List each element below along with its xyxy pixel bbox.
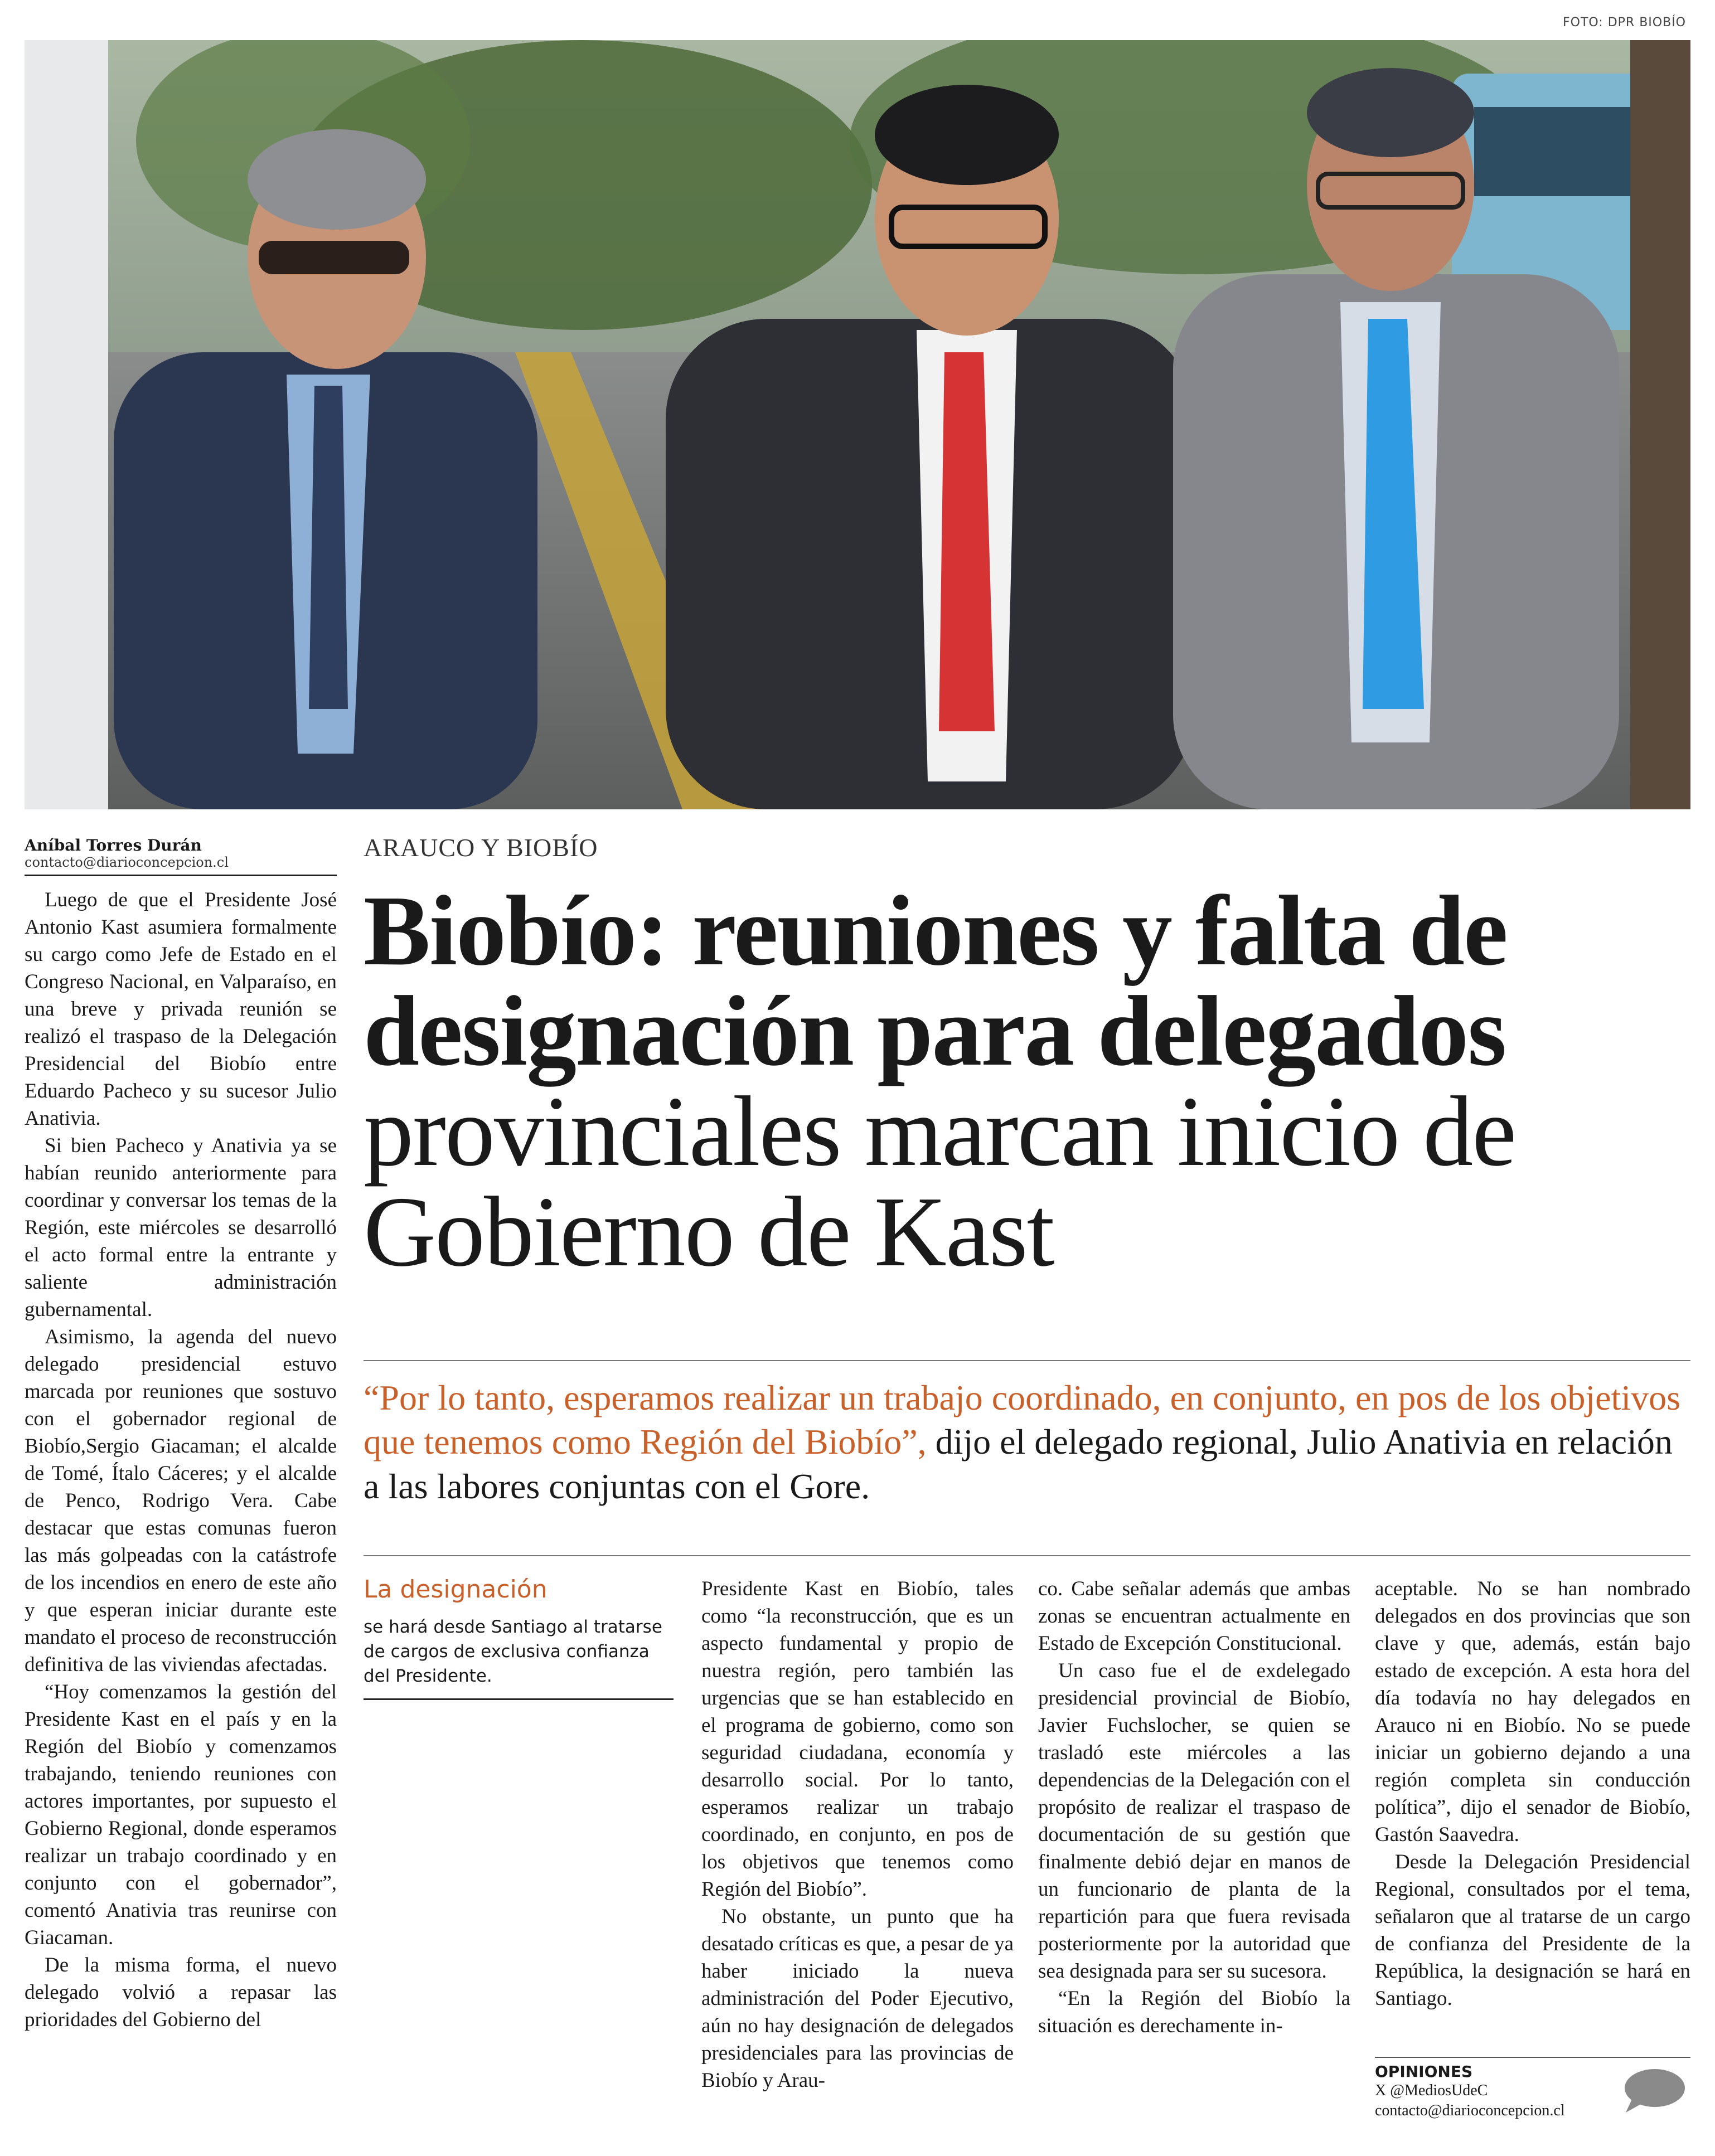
sidebar-box bbox=[364, 1575, 674, 1700]
divider-bottom bbox=[364, 1555, 1690, 1556]
opinions-email[interactable]: contacto@diarioconcepcion.cl bbox=[1375, 2102, 1565, 2119]
pull-quote-highlight: “Por lo tanto, esperamos realizar un trabajo coordinado, en conjunto, en pos de los objetivos que tenemos como Región del Biobío”, bbox=[364, 1378, 1681, 1462]
headline-line-1: Biobío: reuniones y falta de bbox=[364, 875, 1507, 986]
paragraph: aceptable. No se han nombrado delegados en dos provincias que son clave y que, además, están bajo estado de excepción. A esta hora del día todavía no hay delegados en Arauco ni en Biobío. No se puede iniciar un gobierno dejando a una región completa sin conducción política”, dijo el senador de Biobío, Gastón Saavedra. bbox=[1375, 1577, 1690, 1846]
article-column-1 bbox=[25, 886, 337, 2033]
paragraph: Si bien Pacheco y Anativia ya se habían reunido anteriormente para coordinar y conversar los temas de la Región, este miércoles se desarrolló el acto formal entre la entrante y saliente administración gubernamental. bbox=[25, 1134, 337, 1321]
article-column-3 bbox=[1038, 1575, 1350, 2040]
paragraph: Asimismo, la agenda del nuevo delegado presidencial estuvo marcada por reuniones que sostuvo con el gobernador regional de Biobío,Sergio Giacaman; el alcalde de Tomé, Ítalo Cáceres; y el alcalde de Penco, Rodrigo Vera. Cabe destacar que estas comunas fueron las más golpeadas con la catástrofe de los incendios en enero de este año y que esperan iniciar durante este mandato el proceso de reconstrucción definitiva de las viviendas afectadas. bbox=[25, 1325, 337, 1676]
byline bbox=[25, 836, 337, 876]
paragraph: Presidente Kast en Biobío, tales como “la reconstrucción, que es un aspecto fundamental y propio de nuestra región, pero también las urgencias que se han establecido en el programa de gobierno, como son seguridad ciudadana, economía y desarrollo social. Por lo tanto, esperamos realizar un trabajo coordinado, en conjunto, en pos de los objetivos que tenemos como Región del Biobío”. bbox=[701, 1577, 1014, 1901]
article-column-4 bbox=[1375, 1575, 1690, 2012]
paragraph: co. Cabe señalar además que ambas zonas se encuentran actualmente en Estado de Excepción Constitucional. bbox=[1038, 1577, 1350, 1655]
headline-line-4: Gobierno de Kast bbox=[364, 1176, 1054, 1287]
paragraph: Luego de que el Presidente José Antonio Kast asumiera formalmente su cargo como Jefe de Estado en el Congreso Nacional, en Valparaíso, en una breve y privada reunión se realizó el traspaso de la Delegación Presidencial del Biobío entre Eduardo Pacheco y su sucesor Julio Anativia. bbox=[25, 888, 337, 1130]
sidebar-title: La designación bbox=[364, 1575, 548, 1604]
headline bbox=[364, 875, 1690, 1287]
article-column-2 bbox=[701, 1575, 1014, 2094]
pull-quote bbox=[364, 1376, 1690, 1508]
paragraph: “Hoy comenzamos la gestión del Presidente Kast en el país y en la Región del Biobío y comenzamos trabajando, teniendo reuniones con actores importantes, por supuesto el Gobierno Regional, donde esperamos realizar un trabajo coordinado y en conjunto con el gobernador”, comentó Anativia tras reunirse con Giacaman. bbox=[25, 1681, 337, 1949]
paragraph: Desde la Delegación Presidencial Regional, consultados por el tema, señalaron que al tratarse de un cargo de confianza del Presidente de la República, la designación se hará en Santiago. bbox=[1375, 1851, 1690, 2010]
sidebar-body: se hará desde Santiago al tratarse de cargos de exclusiva confianza del Presidente. bbox=[364, 1615, 674, 1700]
news-photo bbox=[25, 40, 1690, 809]
paragraph: “En la Región del Biobío la situación es derechamente in- bbox=[1038, 1987, 1350, 2037]
byline-author: Aníbal Torres Durán bbox=[25, 836, 202, 854]
speech-bubble-icon bbox=[1620, 2067, 1686, 2115]
opinions-handle[interactable]: X @MediosUdeC bbox=[1375, 2082, 1488, 2099]
paragraph: Un caso fue el de exdelegado presidencial provincial de Biobío, Javier Fuchslocher, se quien se trasladó este miércoles a las dependencias de la Delegación con el propósito de realizar el traspaso de documentación de su gestión que finalmente debió dejar en manos de un funcionario de planta de la repartición para que fuera revisada posteriormente por la autoridad que sea designada para ser su sucesora. bbox=[1038, 1659, 1350, 1983]
paragraph: No obstante, un punto que ha desatado críticas es que, a pesar de ya haber iniciado la nueva administración del Poder Ejecutivo, aún no hay designación de delegados presidenciales para las provincias de Biobío y Arau- bbox=[701, 1905, 1014, 2092]
headline-line-3: provinciales marcan inicio de bbox=[364, 1076, 1516, 1187]
paragraph: De la misma forma, el nuevo delegado volvió a repasar las prioridades del Gobierno del bbox=[25, 1954, 337, 2031]
headline-line-2: designación para delegados bbox=[364, 975, 1506, 1086]
divider-top bbox=[364, 1360, 1690, 1361]
byline-email[interactable]: contacto@diarioconcepcion.cl bbox=[25, 854, 229, 870]
opinions-box bbox=[1375, 2057, 1690, 2121]
section-label: ARAUCO Y BIOBÍO bbox=[364, 833, 598, 862]
pull-quote-rest: dijo el delegado regional, Julio Anativia en relación a las labores conjuntas con el Gore. bbox=[364, 1422, 1673, 1506]
photo-illustration bbox=[25, 40, 1690, 809]
photo-credit: FOTO: DPR BIOBÍO bbox=[1562, 16, 1686, 30]
opinions-title: OPINIONES bbox=[1375, 2062, 1473, 2081]
